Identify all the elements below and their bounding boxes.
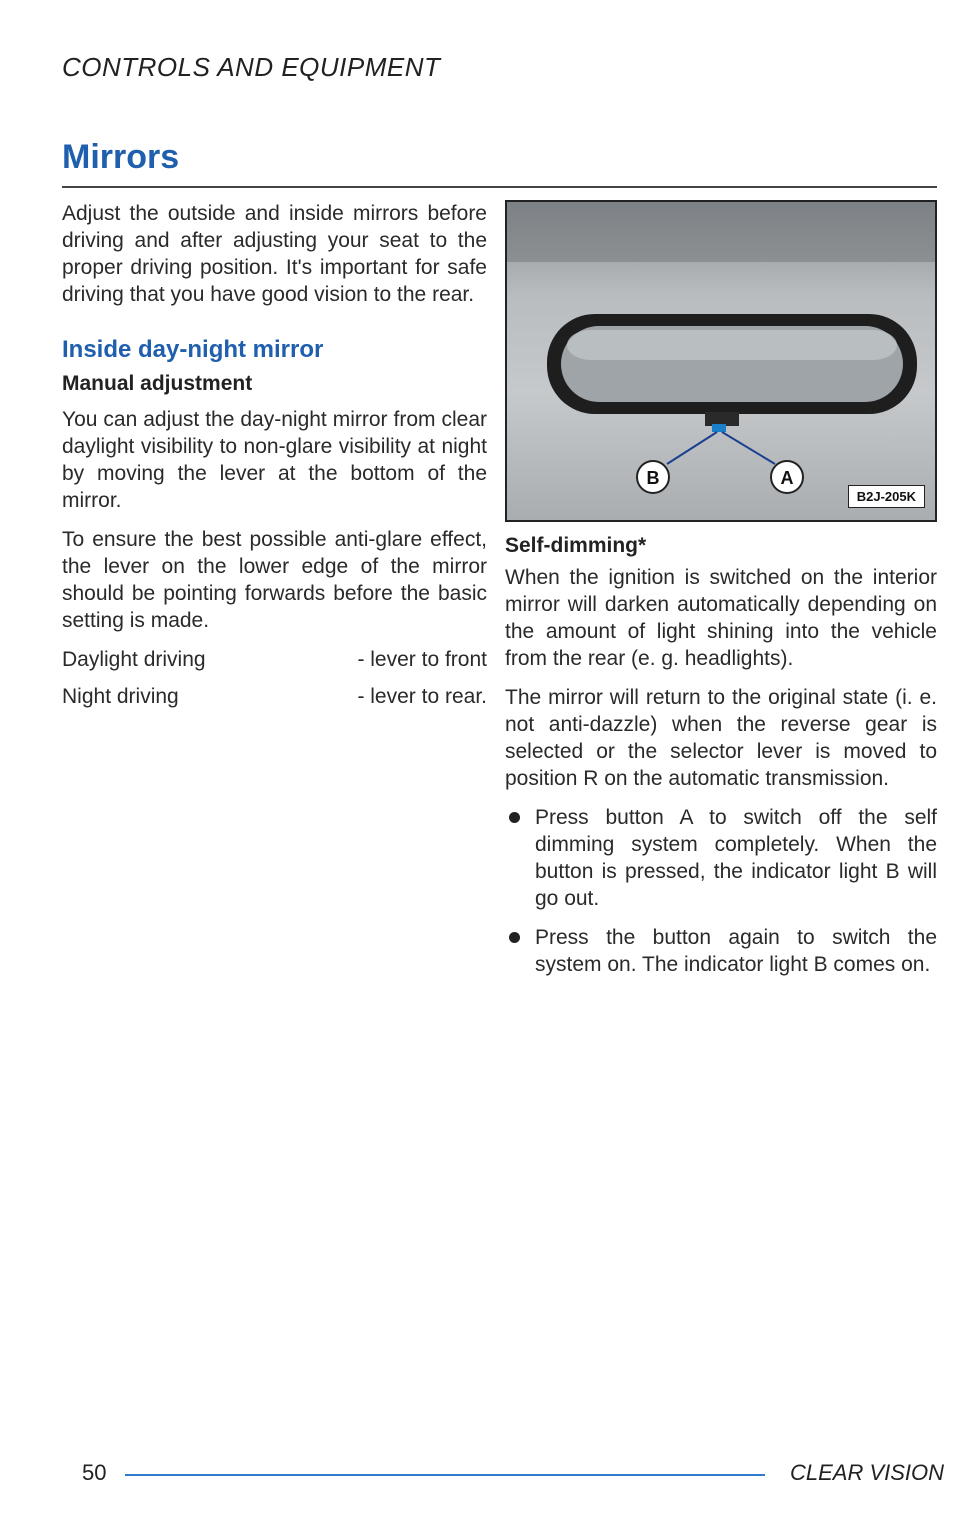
- manual-paragraph-1: You can adjust the day-night mirror from clear daylight visibility to non-glare visibility at night by moving the lever at the bottom of the mirror.: [62, 408, 487, 512]
- self-dimming-paragraph-2: The mirror will return to the original state (i. e. not anti-dazzle) when the reverse gear is selected or the selector lever is moved to position R on the automatic transmission.: [505, 686, 937, 790]
- right-column: [505, 534, 937, 990]
- setting-label: Night driving: [62, 685, 179, 708]
- footer-section: CLEAR VISION: [790, 1460, 945, 1485]
- section-header: CONTROLS AND EQUIPMENT: [62, 52, 441, 82]
- rearview-mirror-icon: [507, 202, 935, 520]
- setting-value: - lever to rear.: [357, 685, 487, 708]
- bullet-switch-off: [505, 804, 937, 912]
- bullet-text: Press button A to switch off the self dimming system completely. When the button is pressed, the indicator light B will go out.: [535, 806, 937, 910]
- setting-value: - lever to front: [357, 648, 487, 671]
- bullet-icon: [509, 932, 520, 943]
- callout-a: A: [780, 468, 794, 488]
- title-divider: [62, 186, 937, 188]
- setting-row-night: [62, 683, 487, 710]
- figure-label: B2J-205K: [848, 485, 925, 508]
- setting-label: Daylight driving: [62, 648, 206, 671]
- bullet-text: Press the button again to switch the system on. The indicator light B comes on.: [535, 926, 937, 976]
- left-column: [62, 200, 487, 720]
- page-title: Mirrors: [62, 138, 180, 176]
- self-dimming-paragraph-1: When the ignition is switched on the interior mirror will darken automatically depending on the amount of light shining into the vehicle from the rear (e. g. headlights).: [505, 566, 937, 670]
- bullet-icon: [509, 812, 520, 823]
- footer-divider: [125, 1474, 765, 1476]
- bullet-switch-on: [505, 924, 937, 978]
- self-dimming-heading: Self-dimming*: [505, 534, 647, 557]
- manual-paragraph-2: To ensure the best possible anti-glare effect, the lever on the lower edge of the mirror should be pointing forwards before the basic setting is made.: [62, 528, 487, 632]
- intro-paragraph: Adjust the outside and inside mirrors before driving and after adjusting your seat to the proper driving position. It's important for safe driving that you have good vision to the rear.: [62, 202, 487, 306]
- mirror-illustration: [505, 200, 937, 522]
- page-number: 50: [82, 1460, 107, 1485]
- setting-row-daylight: [62, 646, 487, 673]
- manual-adjustment-heading: Manual adjustment: [62, 372, 253, 395]
- callout-b: B: [646, 468, 660, 488]
- inside-mirror-heading: Inside day-night mirror: [62, 336, 324, 363]
